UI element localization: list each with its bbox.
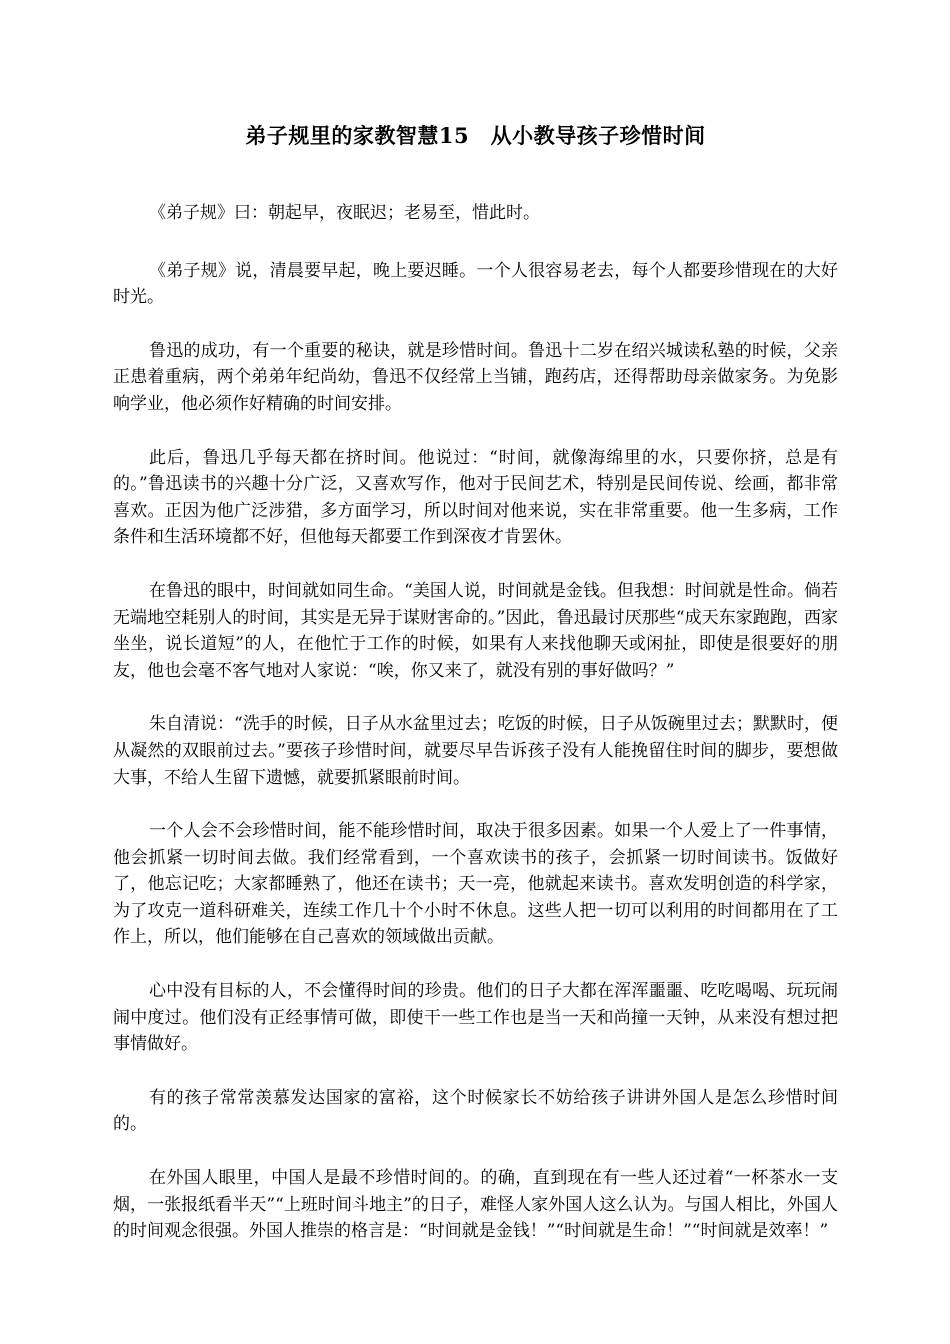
paragraph: 心中没有目标的人，不会懂得时间的珍贵。他们的日子大都在浑浑噩噩、吃吃喝喝、玩玩闹闹中度过。他们没有正经事情可做，即使干一些工作也是当一天和尚撞一天钟，从来没有想过把事情做好。 xyxy=(113,981,838,1055)
paragraph: 朱自清说：“洗手的时候，日子从水盆里过去；吃饭的时候，日子从饭碗里过去；默默时，便从凝然的双眼前过去。”要孩子珍惜时间，就要尽早告诉孩子没有人能挽留住时间的脚步，要想做大事，不给人生留下遗憾，就要抓紧眼前时间。 xyxy=(113,714,838,788)
paragraph: 鲁迅的成功，有一个重要的秘诀，就是珍惜时间。鲁迅十二岁在绍兴城读私塾的时候，父亲正患着重病，两个弟弟年纪尚幼，鲁迅不仅经常上当铺，跑药店，还得帮助母亲做家务。为免影响学业，他必须作好精确的时间安排。 xyxy=(113,340,838,414)
paragraph: 在外国人眼里，中国人是最不珍惜时间的。的确，直到现在有一些人还过着“一杯茶水一支烟，一张报纸看半天”“上班时间斗地主”的日子，难怪人家外国人这么认为。与国人相比，外国人的时间观念很强。外国人推崇的格言是：“时间就是金钱！”“时间就是生命！”“时间就是效率！” xyxy=(113,1168,838,1242)
paragraph: 一个人会不会珍惜时间，能不能珍惜时间，取决于很多因素。如果一个人爱上了一件事情，他会抓紧一切时间去做。我们经常看到，一个喜欢读书的孩子，会抓紧一切时间读书。饭做好了，他忘记吃；大家都睡熟了，他还在读书；天一亮，他就起来读书。喜欢发明创造的科学家，为了攻克一道科研难关，连续工作几十个小时不休息。这些人把一切可以利用的时间都用在了工作上，所以，他们能够在自己喜欢的领域做出贡献。 xyxy=(113,821,838,948)
paragraph: 《弟子规》说，清晨要早起，晚上要迟睡。一个人很容易老去，每个人都要珍惜现在的大好时光。 xyxy=(113,260,838,308)
paragraph-quote: 《弟子规》曰：朝起早，夜眠迟；老易至，惜此时。 xyxy=(149,203,540,223)
paragraph: 在鲁迅的眼中，时间就如同生命。“美国人说，时间就是金钱。但我想：时间就是性命。倘若无端地空耗别人的时间，其实是无异于谋财害命的。”因此，鲁迅最讨厌那些“成天东家跑跑，西家坐坐，说长道短”的人，在他忙于工作的时候，如果有人来找他聊天或闲扯，即使是很要好的朋友，他也会毫不客气地对人家说：“唉，你又来了，就没有别的事好做吗？” xyxy=(113,580,838,681)
document-title: 弟子规里的家教智慧15 从小教导孩子珍惜时间 xyxy=(245,123,706,148)
document-page xyxy=(113,118,838,1272)
paragraph: 有的孩子常常羡慕发达国家的富裕，这个时候家长不妨给孩子讲讲外国人是怎么珍惜时间的。 xyxy=(113,1087,838,1135)
paragraph: 此后，鲁迅几乎每天都在挤时间。他说过：“时间，就像海绵里的水，只要你挤，总是有的。”鲁迅读书的兴趣十分广泛，又喜欢写作，他对于民间艺术，特别是民间传说、绘画，都非常喜欢。正因为他广泛涉猎，多方面学习，所以时间对他来说，实在非常重要。他一生多病，工作条件和生活环境都不好，但他每天都要工作到深夜才肯罢休。 xyxy=(113,447,838,548)
